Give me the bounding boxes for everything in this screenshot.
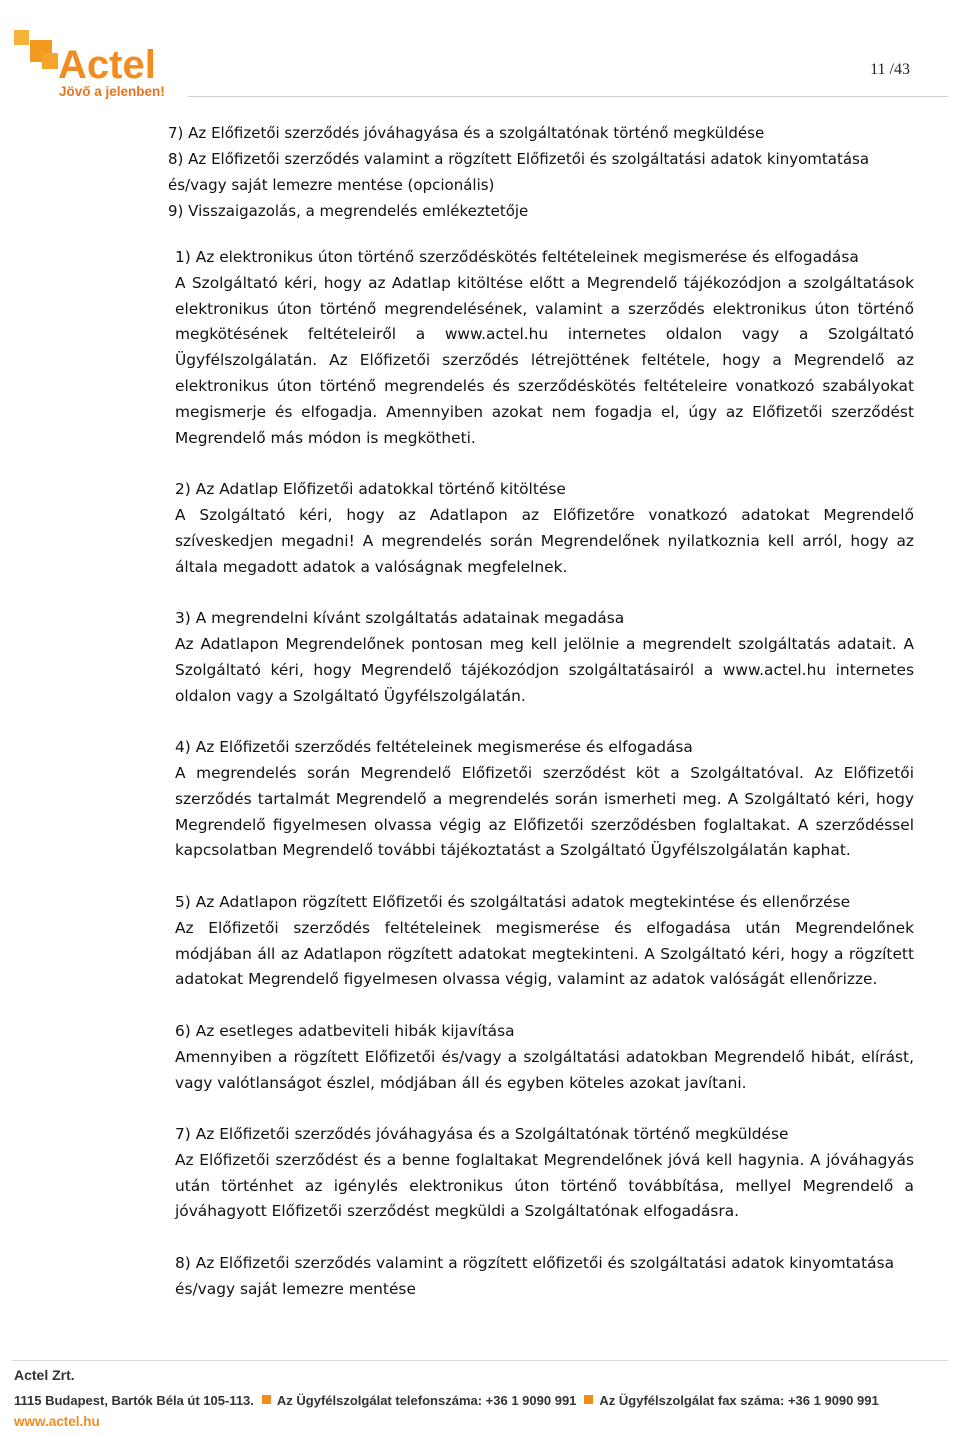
section-text: A Szolgáltató kéri, hogy az Adatlapon az Előfizetőre vonatkozó adatokat Megrendelő szíveskedjen megadni! A megrendelés során Megrendelőnek nyilatkoznia kell arról, hogy az általa megadott adatok a valóságnak megfelelnek. (175, 505, 914, 576)
section (175, 606, 914, 709)
section-title: 1) Az elektronikus úton történő szerződéskötés feltételeinek megismerése és elfogadása (175, 248, 859, 266)
section (175, 1019, 914, 1096)
section-title: 6) Az esetleges adatbeviteli hibák kijavítása (175, 1021, 515, 1040)
footer-website-link[interactable]: www.actel.hu (14, 1414, 100, 1429)
section-text: A megrendelés során Megrendelő Előfizetői szerződést köt a Szolgáltatóval. Az Előfizetői szerződés tartalmát Megrendelő a megrendelés során ismerheti meg. A Szolgáltató kéri, hogy Megrendelő figyelmesen olvassa végig az Előfizetői szerződésben foglaltakat. A szerződéssel kapcsolatban Megrendelő további tájékoztatást a Szolgáltató Ügyfélszolgálatán kaphat. (175, 763, 914, 860)
section-text: Az Előfizetői szerződést és a benne foglaltakat Megrendelőnek jóvá kell hagynia. A jóváhagyás után történhet az igénylés elektronikus úton történő továbbítása, mellyel Megrendelő a jóváhagyott Előfizetői szerződést megküldi a Szolgáltatónak elfogadásra. (175, 1150, 914, 1221)
section-title: 8) Az Előfizetői szerződés valamint a rögzített előfizetői és szolgáltatási adatok kinyomtatása (175, 1254, 895, 1273)
header-divider (188, 96, 948, 97)
logo-square-icon (42, 53, 58, 69)
section-text: és/vagy saját lemezre mentése (175, 1279, 416, 1298)
section-title: 3) A megrendelni kívánt szolgáltatás adatainak megadása (175, 609, 625, 628)
section-text: Amennyiben a rögzített Előfizetői és/vagy a szolgáltatási adatokban Megrendelő hibát, elírást, vagy valótlanságot észlel, módjában áll és egyben köteles azokat javítani. (175, 1047, 914, 1092)
logo-wordmark: Actel (58, 43, 156, 87)
section-text: Az Előfizetői szerződés feltételeinek megismerése és elfogadása után Megrendelőnek módjában áll az Adatlapon rögzített adatokat megtekinteni. A Szolgáltató kéri, hogy a rögzített adatokat Megrendelő figyelmesen olvassa végig, valamint az adatok valóságát ellenőrizze. (175, 918, 914, 989)
logo-slogan: Jövő a jelenben! (59, 84, 165, 99)
step-list-item: 9) Visszaigazolás, a megrendelés emlékeztetője (168, 202, 529, 220)
step-list-item: 7) Az Előfizetői szerződés jóváhagyása és a szolgáltatónak történő megküldése (168, 124, 765, 142)
page-footer (14, 1366, 954, 1431)
section (175, 1122, 914, 1225)
section-text: A Szolgáltató kéri, hogy az Adatlap kitöltése előtt a Megrendelő tájékozódjon a szolgáltatások elektronikus úton történő megrendelésének, valamint a szerződés elektronikus úton történő megkötésének feltételeiről a www.actel.hu internetes oldalon vagy a Szolgáltató Ügyfélszolgálatán. Az Előfizetői szerződés létrejöttének feltétele, hogy a Megrendelő az elektronikus úton történő megrendelés és szerződéskötés feltételeire vonatkozó szabályokat megismerje és elfogadja. Amennyiben azokat nem fogadja el, úgy az Előfizetői szerződést Megrendelő más módon is megkötheti. (175, 273, 914, 447)
footer-divider (12, 1360, 948, 1361)
step-list-item: 8) Az Előfizetői szerződés valamint a rögzített Előfizetői és szolgáltatási adatok kinyomtatása (168, 150, 870, 168)
section-title: 5) Az Adatlapon rögzített Előfizetői és szolgáltatási adatok megtekintése és ellenőrzése (175, 892, 851, 911)
section-title: 4) Az Előfizetői szerződés feltételeinek megismerése és elfogadása (175, 738, 693, 757)
step-list-item: és/vagy saját lemezre mentése (opcionális) (168, 176, 495, 194)
footer-contact-line (14, 1392, 954, 1410)
section (175, 890, 914, 993)
section (175, 1251, 914, 1303)
document-body (175, 245, 914, 1328)
section (175, 735, 914, 864)
footer-address: 1115 Budapest, Bartók Béla út 105-113. (14, 1393, 254, 1408)
footer-phone: Az Ügyfélszolgálat telefonszáma: +36 1 9090 991 (276, 1393, 577, 1408)
bullet-square-icon (262, 1395, 271, 1404)
section-text: Az Adatlapon Megrendelőnek pontosan meg kell jelölnie a megrendelt szolgáltatás adatait. A Szolgáltató kéri, hogy Megrendelő tájékozódjon szolgáltatásairól a www.actel.hu internetes oldalon vagy a Szolgáltató Ügyfélszolgálatán. (175, 634, 914, 705)
page-number: 11 /43 (870, 61, 910, 78)
section-title: 2) Az Adatlap Előfizetői adatokkal történő kitöltése (175, 480, 566, 499)
section (175, 477, 914, 580)
actel-logo (12, 28, 187, 100)
footer-company: Actel Zrt. (14, 1367, 75, 1383)
section (175, 245, 914, 451)
logo-square-icon (14, 30, 29, 45)
bullet-square-icon (584, 1395, 593, 1404)
footer-fax: Az Ügyfélszolgálat fax száma: +36 1 9090 991 (599, 1393, 879, 1408)
step-list (168, 120, 918, 224)
section-title: 7) Az Előfizetői szerződés jóváhagyása és a Szolgáltatónak történő megküldése (175, 1125, 789, 1144)
